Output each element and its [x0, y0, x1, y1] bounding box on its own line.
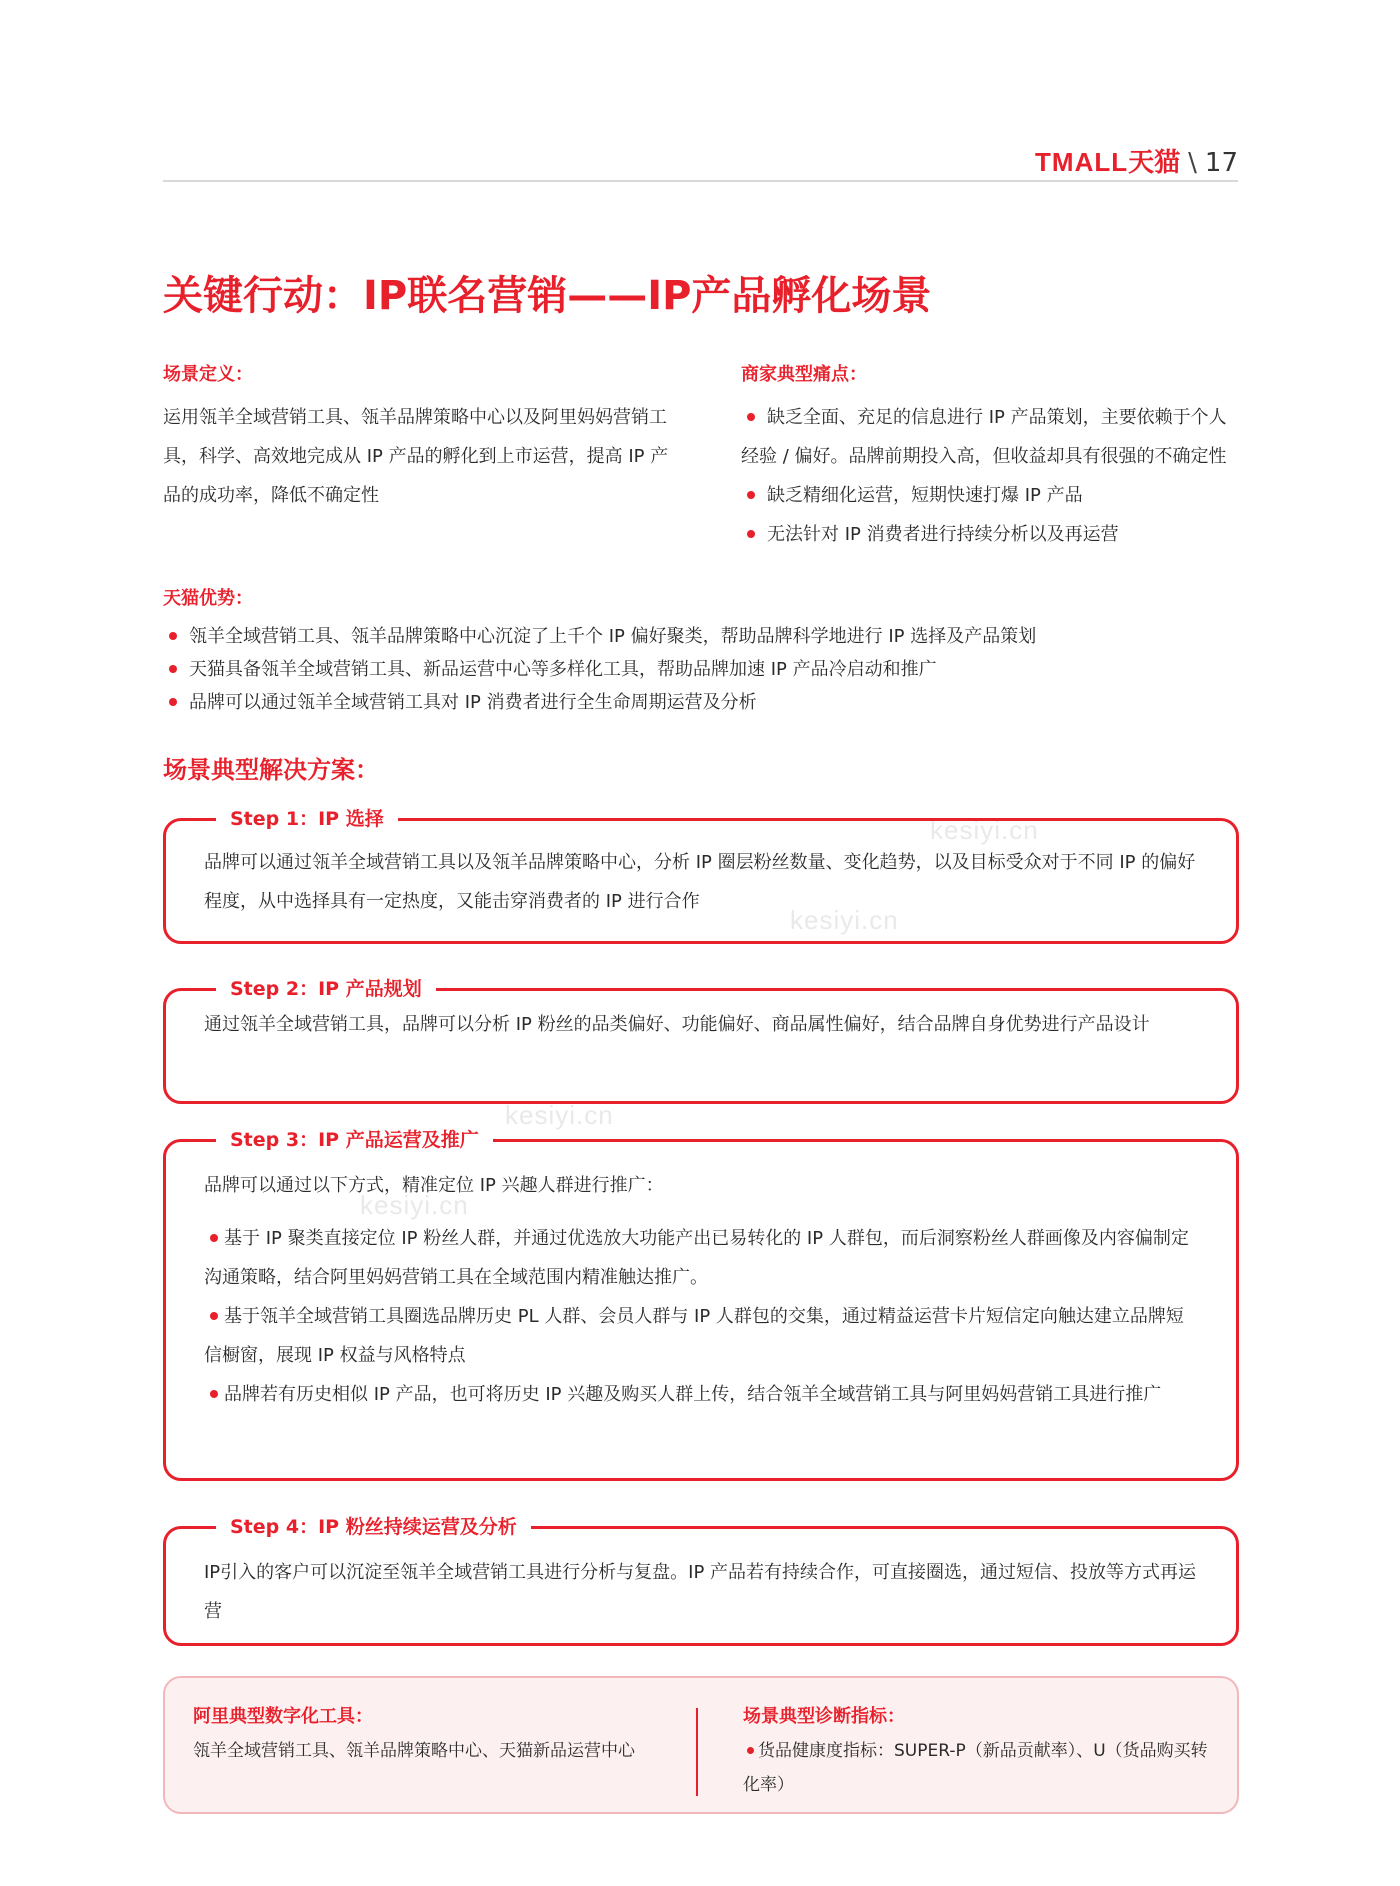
- bullet-icon: [747, 1747, 754, 1754]
- definition-text: 运用瓴羊全域营销工具、瓴羊品牌策略中心以及阿里妈妈营销工具，科学、高效地完成从 IP 产品的孵化到上市运营，提高 IP 产品的成功率，降低不确定性: [163, 407, 669, 506]
- step-3-list: [204, 1219, 1198, 1414]
- bullet-icon: [169, 632, 177, 640]
- brand-block: [1035, 146, 1238, 179]
- panel-divider: [696, 1708, 698, 1796]
- page-number: 17: [1204, 148, 1238, 178]
- step-3-label: Step 3：IP 产品运营及推广: [216, 1126, 493, 1154]
- list-item: 品牌可以通过瓴羊全域营销工具对 IP 消费者进行全生命周期运营及分析: [163, 686, 1243, 719]
- diagnostic-metrics: [743, 1702, 1213, 1802]
- tools-metrics-panel: [163, 1676, 1239, 1814]
- tmall-logo: TMALL: [1035, 147, 1129, 177]
- step-2-box: [163, 978, 1239, 1104]
- metrics-label: 场景典型诊断指标：: [743, 1706, 905, 1727]
- advantages-label: 天猫优势：: [163, 588, 253, 609]
- watermark: kesiyi.cn: [790, 905, 899, 935]
- step-3-intro: 品牌可以通过以下方式，精准定位 IP 兴趣人群进行推广：: [204, 1175, 664, 1196]
- step-2-text: 通过瓴羊全域营销工具，品牌可以分析 IP 粉丝的品类偏好、功能偏好、商品属性偏好，结合品牌自身优势进行产品设计: [204, 1014, 1150, 1035]
- tmall-logo-cn: 天猫: [1128, 148, 1181, 178]
- tmall-advantages: [163, 584, 1243, 719]
- list-item: 瓴羊全域营销工具、瓴羊品牌策略中心沉淀了上千个 IP 偏好聚类，帮助品牌科学地进行 IP 选择及产品策划: [163, 620, 1243, 653]
- header-separator: \: [1188, 148, 1197, 178]
- bullet-icon: [210, 1390, 218, 1398]
- bullet-icon: [210, 1312, 218, 1320]
- bullet-icon: [747, 413, 755, 421]
- pain-points-label: 商家典型痛点：: [741, 364, 867, 385]
- list-item: 缺乏全面、充足的信息进行 IP 产品策划，主要依赖于个人经验 / 偏好。品牌前期投入高，但收益却具有很强的不确定性: [741, 407, 1227, 467]
- list-item: 品牌若有历史相似 IP 产品，也可将历史 IP 兴趣及购买人群上传，结合瓴羊全域营销工具与阿里妈妈营销工具进行推广: [204, 1375, 1198, 1414]
- step-3-box: [163, 1129, 1239, 1481]
- step-1-text: 品牌可以通过瓴羊全域营销工具以及瓴羊品牌策略中心，分析 IP 圈层粉丝数量、变化趋势，以及目标受众对于不同 IP 的偏好程度，从中选择具有一定热度，又能击穿消费者的 IP 进行合作: [204, 852, 1196, 912]
- bullet-icon: [169, 698, 177, 706]
- bullet-icon: [747, 491, 755, 499]
- step-1-label: Step 1：IP 选择: [216, 805, 398, 833]
- step-4-box: [163, 1516, 1239, 1646]
- bullet-icon: [210, 1234, 218, 1242]
- solution-title: 场景典型解决方案：: [163, 756, 379, 784]
- tools-text: 瓴羊全域营销工具、瓴羊品牌策略中心、天猫新品运营中心: [193, 1741, 635, 1761]
- watermark: kesiyi.cn: [360, 1190, 469, 1220]
- bullet-icon: [747, 530, 755, 538]
- list-item: 货品健康度指标：SUPER-P（新品贡献率）、U（货品购买转化率）: [743, 1741, 1208, 1795]
- tools-label: 阿里典型数字化工具：: [193, 1706, 373, 1727]
- list-item: 基于 IP 聚类直接定位 IP 粉丝人群，并通过优选放大功能产出已易转化的 IP 人群包，而后洞察粉丝人群画像及内容偏制定沟通策略，结合阿里妈妈营销工具在全域范围内精准触达推广。: [204, 1228, 1189, 1288]
- step-4-label: Step 4：IP 粉丝持续运营及分析: [216, 1513, 531, 1541]
- pain-points-list: [741, 398, 1241, 554]
- step-2-label: Step 2：IP 产品规划: [216, 975, 436, 1003]
- digital-tools: [193, 1702, 653, 1768]
- scene-definition: [163, 360, 683, 515]
- advantages-list: [163, 620, 1243, 719]
- step-4-text: IP引入的客户可以沉淀至瓴羊全域营销工具进行分析与复盘。IP 产品若有持续合作，可直接圈选，通过短信、投放等方式再运营: [204, 1562, 1197, 1622]
- list-item: 无法针对 IP 消费者进行持续分析以及再运营: [741, 515, 1241, 554]
- page-title: 关键行动：IP联名营销——IP产品孵化场景: [163, 273, 932, 319]
- pain-points: [741, 360, 1241, 554]
- metrics-list: [743, 1734, 1213, 1802]
- page-header: [163, 146, 1238, 182]
- bullet-icon: [169, 665, 177, 673]
- list-item: 基于瓴羊全域营销工具圈选品牌历史 PL 人群、会员人群与 IP 人群包的交集，通过精益运营卡片短信定向触达建立品牌短信橱窗，展现 IP 权益与风格特点: [204, 1306, 1184, 1366]
- step-1-box: [163, 808, 1239, 944]
- list-item: 缺乏精细化运营，短期快速打爆 IP 产品: [741, 476, 1241, 515]
- definition-label: 场景定义：: [163, 364, 253, 385]
- watermark: kesiyi.cn: [505, 1100, 614, 1130]
- watermark: kesiyi.cn: [930, 815, 1039, 845]
- list-item: 天猫具备瓴羊全域营销工具、新品运营中心等多样化工具，帮助品牌加速 IP 产品冷启动和推广: [163, 653, 1243, 686]
